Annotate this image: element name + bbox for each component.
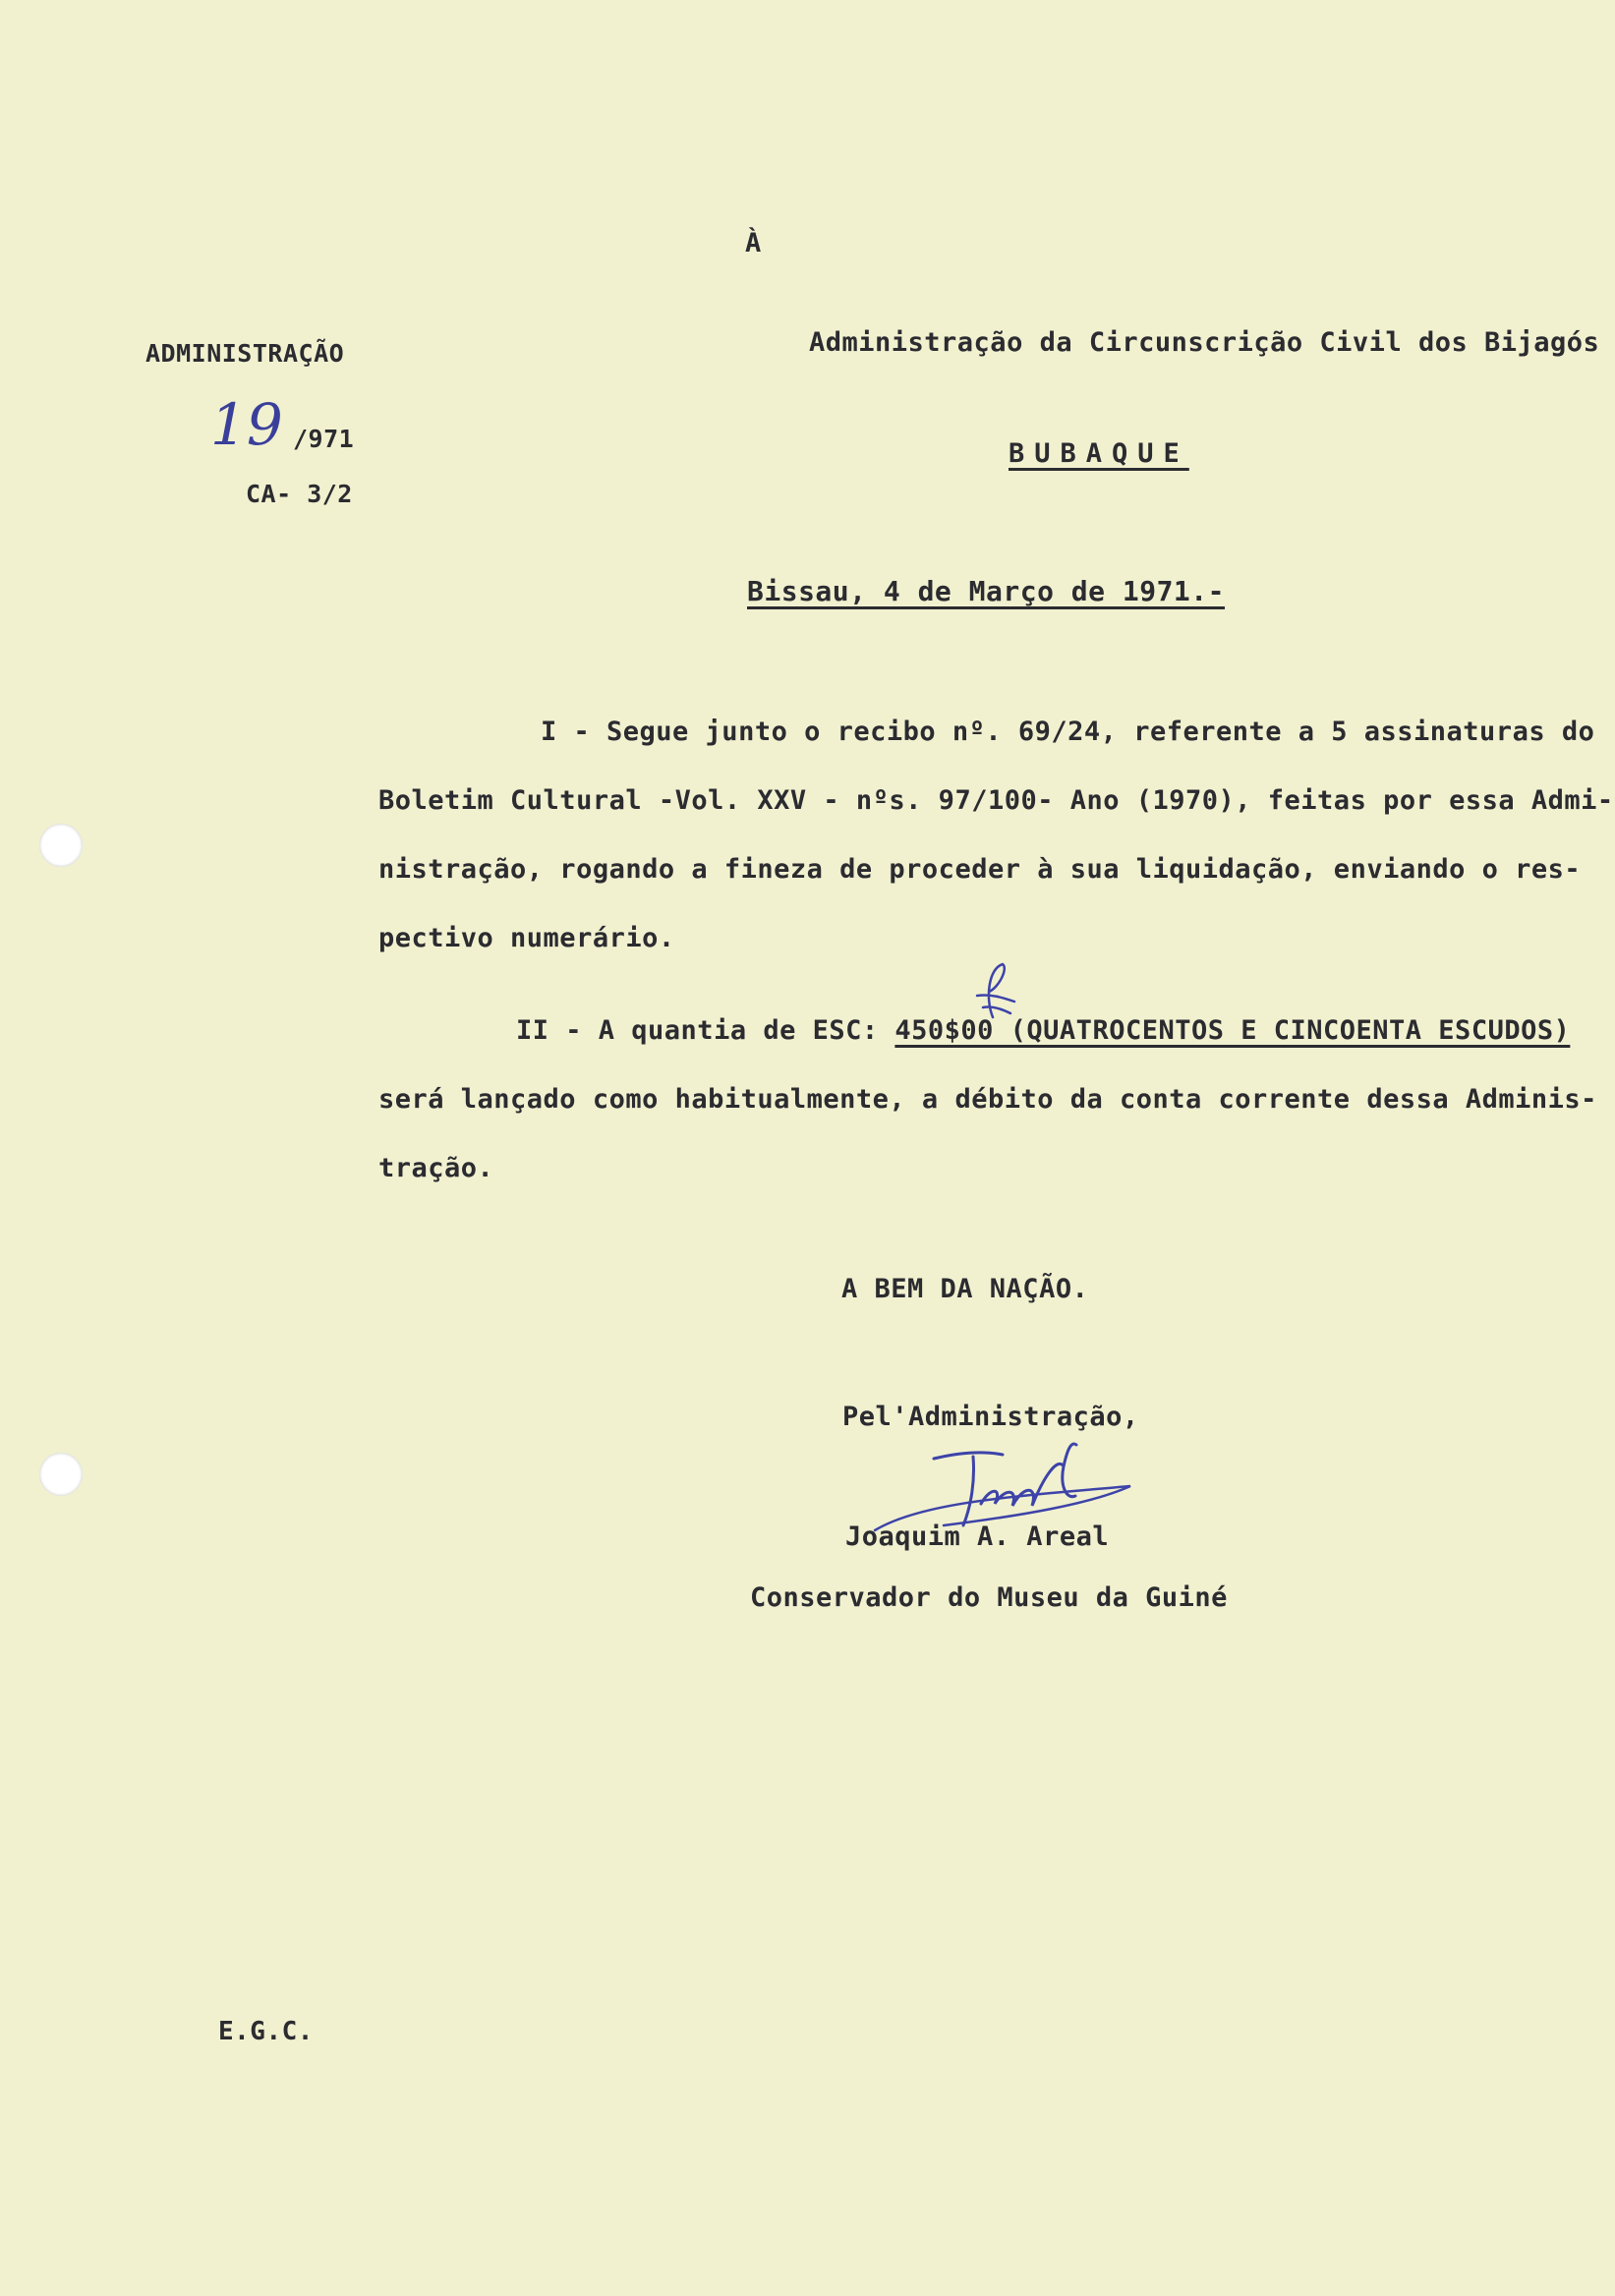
punch-hole-top — [39, 824, 83, 867]
typist-initials: E.G.C. — [218, 2017, 314, 2046]
paragraph-one-line: Boletim Cultural -Vol. XXV - nºs. 97/100- Ano (1970), feitas por essa Admi- — [378, 785, 1614, 816]
office-label: ADMINISTRAÇÃO — [145, 339, 345, 368]
signer-title: Conservador do Museu da Guiné — [750, 1582, 1228, 1613]
salutation: A BEM DA NAÇÃO. — [841, 1274, 1089, 1304]
reference-number-handwritten: 19 — [210, 391, 283, 458]
paragraph-two — [378, 997, 1597, 1203]
signer-name: Joaquim A. Areal — [845, 1521, 1110, 1552]
paragraph-two-prefix: II - A quantia de ESC: — [516, 1015, 895, 1046]
place-and-date: Bissau, 4 de Março de 1971.- — [747, 575, 1226, 607]
handwritten-amount-mark — [963, 958, 1022, 1027]
reference-code: CA- 3/2 — [246, 480, 353, 508]
amount-text: 450$00 (QUATROCENTOS E CINCOENTA ESCUDOS) — [894, 1015, 1571, 1046]
paragraph-two-line: será lançado como habitualmente, a débito da conta corrente dessa Adminis- — [378, 1084, 1597, 1115]
paragraph-one — [378, 698, 1614, 973]
addressee-mark: À — [745, 228, 762, 258]
recipient-place: BUBAQUE — [1009, 438, 1189, 469]
reference-year: /971 — [293, 425, 355, 453]
punch-hole-bottom — [39, 1453, 83, 1496]
paragraph-one-line: I - Segue junto o recibo nº. 69/24, referente a 5 assinaturas do — [541, 717, 1595, 747]
signing-for: Pel'Administração, — [842, 1402, 1139, 1432]
recipient-line: Administração da Circunscrição Civil dos Bijagós — [809, 327, 1600, 358]
paragraph-one-line: nistração, rogando a fineza de proceder à sua liquidação, enviando o res- — [378, 854, 1582, 885]
paragraph-two-line: tração. — [378, 1153, 494, 1183]
paragraph-one-line: pectivo numerário. — [378, 923, 675, 953]
